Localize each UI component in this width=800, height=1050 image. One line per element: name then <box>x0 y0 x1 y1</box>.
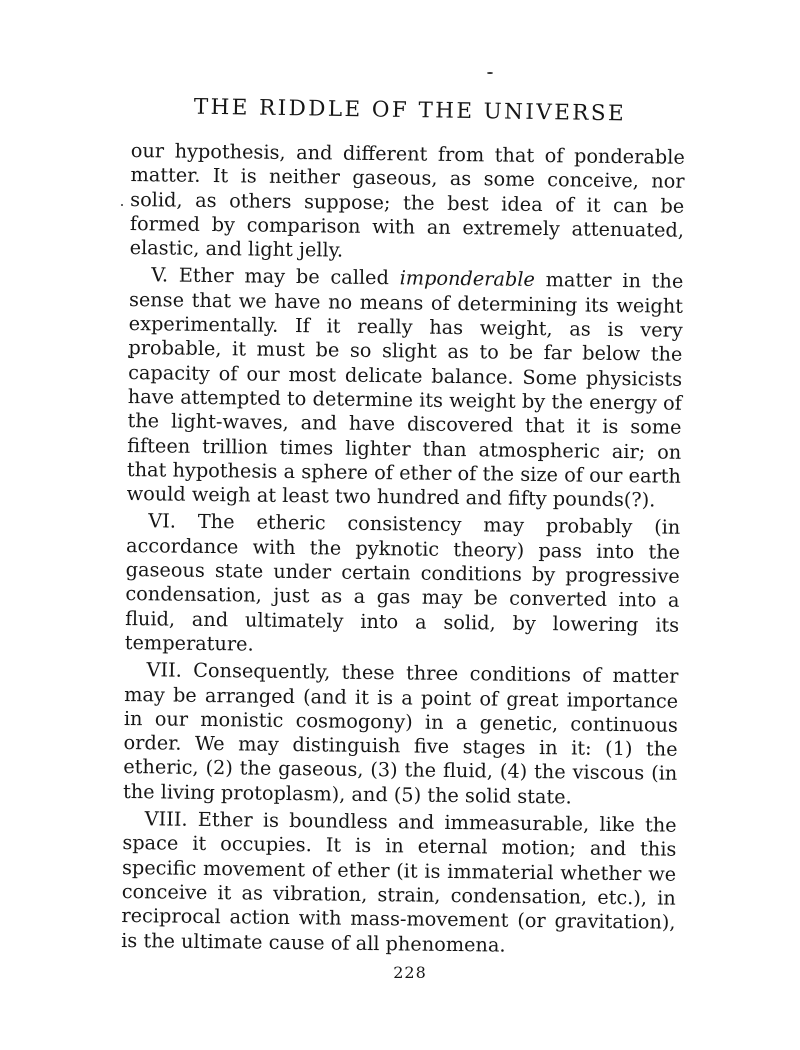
paragraph-v <box>127 263 684 513</box>
paragraph-v-rest: matter in the sense that we have no means of determining its weight experimentally. If it really has weight, as is very probable, it must be so slight as to be far below the capacity of our most delicate balance. Some physicists have attempted to determine its weight by the energy of the light-waves, and have discovered that it is some fifteen trillion times lighter than atmospheric air; on that hypothesis a sphere of ether of the size of our earth would weigh at least two hundred and fifty pounds(?). <box>126 268 684 512</box>
paragraph-v-lead: V. Ether may be called <box>151 263 400 290</box>
running-title: THE RIDDLE OF THE UNIVERSE <box>193 94 627 127</box>
continuation-paragraph: our hypothesis, and different from that of ponderable matter. It is neither gaseous, as some conceive, nor solid, as others suppose; the best idea of it can be formed by comparison with an extremely attenuated, elastic, and light jelly. <box>129 139 685 262</box>
page-body <box>121 139 685 963</box>
margin-speck <box>487 72 493 74</box>
paragraph-vi: VI. The etheric consistency may probably (in accordance with the pyknotic theory) pass into the gaseous state under certain conditions by progressive condensation, just as a gas may be converted into a fluid, and ultimately into a solid, by lowering its temperature. <box>124 509 681 656</box>
page-number: 228 <box>393 963 427 982</box>
paragraph-v-emphasis: imponderable <box>399 266 536 292</box>
paragraph-vii: VII. Consequently, these three conditions of matter may be arranged (and it is a point of great importance in our monistic cosmogony) in a genetic, continuous order. We may distinguish five stages in it: (1) the etheric, (2) the gaseous, (3) the fluid, (4) the viscous (in the living protoplasm), and (5) the solid state. <box>122 658 679 809</box>
paragraph-viii: VIII. Ether is boundless and immeasurable, like the space it occupies. It is in eternal motion; and this specific movement of ether (it is immaterial whether we conceive it as vibration, strain, condensation, etc.), in reciprocal action with mass-movement (or gravitation), is the ultimate cause of all phenomena. <box>121 807 677 957</box>
margin-speck <box>121 204 123 206</box>
